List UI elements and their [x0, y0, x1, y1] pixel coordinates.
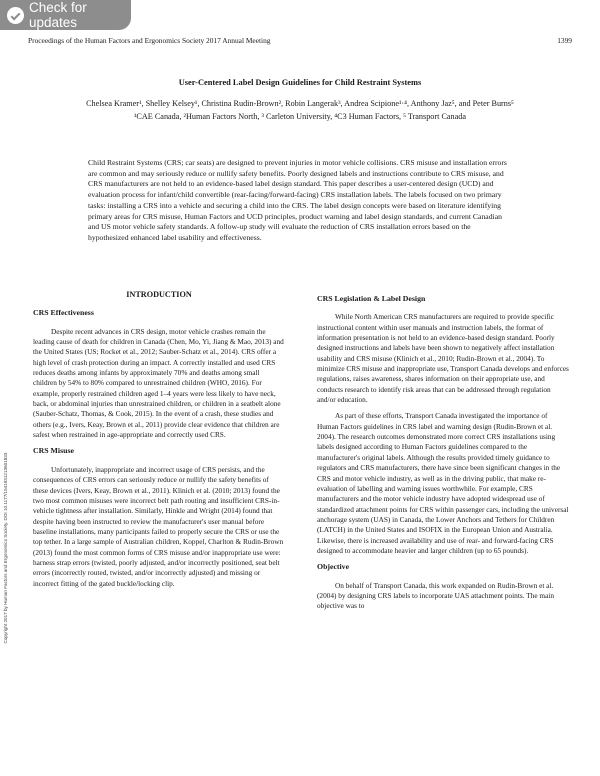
check-for-updates-badge[interactable]: [0, 0, 131, 30]
left-column: [33, 290, 285, 774]
introduction-heading: INTRODUCTION: [126, 290, 192, 299]
page-number: 1399: [557, 36, 572, 45]
objective-paragraph: On behalf of Transport Canada, this work expanded on Rudin-Brown et al. (2004) by designing CRS labels to incorporate UAS attachment points. The main objective was to: [317, 580, 554, 611]
author-block: [84, 98, 516, 123]
copyright-notice: Copyright 2017 by Human Factors and Ergonomics Society. DOI 10.1177/1541931213601833: [3, 452, 8, 644]
objective-heading: Objective: [317, 562, 350, 572]
crs-effectiveness-heading: CRS Effectiveness: [33, 308, 94, 318]
crs-legislation-heading: CRS Legislation & Label Design: [317, 294, 426, 303]
abstract: Child Restraint Systems (CRS; car seats) are designed to prevent injuries in motor vehicle collisions. CRS misuse and installation errors are common and may seriously reduce or nullify safety benefits. Poorly designed labels and instructions contribute to CRS misuse, and CRS manufacturers are not held to an evidence-based label design standard. This paper describes a user-centered design (UCD) and evaluation process for infant/child convertible (rear-facing/forward-facing) CRS installation labels. The labels focused on two primary tasks: installing a CRS into a vehicle and securing a child into the CRS. The label design concepts were based on literature identifying primary areas for CRS misuse, Human Factors and UCD principles, product warning and label design standards, and current Canadian and US motor vehicle safety standards. A follow-up study will evaluate the reduction of CRS installation errors based on the hypothesized enhanced label usability and effectiveness.: [88, 158, 507, 242]
paper-title: User-Centered Label Design Guidelines for Child Restraint Systems: [178, 78, 422, 87]
proceedings-title: Proceedings of the Human Factors and Ergonomics Society 2017 Annual Meeting: [28, 36, 271, 45]
crs-misuse-heading: CRS Misuse: [33, 446, 74, 456]
check-for-updates-label: Check for updates: [29, 0, 87, 30]
crs-legislation-paragraph-1: While North American CRS manufacturers are required to provide specific instructional content within user manuals and instruction labels, the format of information presentation is not held to an evidence-based design standard. Poorly designed instructions and labels have been shown to negatively affect installation usability and CRS misuse (Klinich et al., 2010; Rudin-Brown et al., 2004). To minimize CRS misuse and inappropriate use, Transport Canada develops and enforces regulations, raises awareness, shares information on their appropriate use, and conducts research to identify risk areas that can be addressed through regulation and/or education.: [317, 312, 569, 405]
right-column: [317, 292, 569, 776]
author-names: Chelsea Kramer¹, Shelley Kelsey¹, Christina Rudin-Brown², Robin Langerak³, Andrea Scipione¹·⁴, Anthony Jaz⁵, and Peter Burns⁵: [86, 99, 514, 108]
crs-effectiveness-paragraph: Despite recent advances in CRS design, motor vehicle crashes remain the leading cause of death for children in Canada (Chen, Mo, Yi, Jiang & Mao, 2013) and the United States (US; Rocket et al., 2012; Sauber-Schatz et al., 2014). CRS offer a high level of crash protection during an impact. A correctly installed and used CRS reduces deaths among infants by approximately 70% and deaths among small children by 54% to 80% compared to unrestrained children (WHO, 2016). For example, properly restrained children aged 1–4 years were less likely to have neck, back, or abdominal injuries than unrestrained children, or children in a seatbelt alone (Sauber-Schatz, Thomas, & Cook, 2015). In the event of a crash, these studies and others (e.g., Ivers, Keay, Brown et al., 2011) provide clear evidence that children are safest when restrained in age-appropriate and correctly used CRS.: [33, 326, 284, 440]
crs-misuse-paragraph: Unfortunately, inappropriate and incorrect usage of CRS persists, and the consequences of CRS errors can seriously reduce or nullify the safety benefits of these devices (Ivers, Keay, Brown et al., 2011). Klinich et al. (2010; 2013) found the two most common misuses were incorrect belt path routing and insufficient CRS-in-vehicle tightness after installation. Similarly, Hinkle and Wright (2014) found that despite having been instructed to review the manufacturer's user manual before baseline installations, many participants failed to properly secure the CRS or use the top tether. In a large sample of Australian children, Koppel, Charlton & Rudin-Brown (2013) found the most common forms of CRS misuse and/or inappropriate use were: harness strap errors (twisted, poorly adjusted, and/or incorrectly positioned, seat belt errors (incorrectly routed, twisted, and/or incorrectly adjusted) and missing or incorrect fitting of the gated buckle/locking clip.: [33, 464, 284, 588]
author-affiliations: ¹CAE Canada, ²Human Factors North, ³ Carleton University, ⁴C3 Human Factors, ⁵ Transport Canada: [133, 111, 467, 121]
running-header: [28, 36, 572, 45]
check-icon: [7, 7, 24, 24]
crs-legislation-paragraph-2: As part of these efforts, Transport Canada investigated the importance of Human Factors guidelines in CRS label and warning design (Rudin-Brown et al. 2004). The research outcomes demonstrated more correct CRS installations using labels designed according to Human Factors guidelines compared to the manufacturer's original labels. Although the results provided timely guidance to regulators and CRS manufacturers, there have since been significant changes in the CRS and motor vehicle industry, as well as in the driving public, that make re-evaluation of labelling and warning issues worthwhile. For example, CRS manufacturers and the motor vehicle industry have adopted widespread use of standardized attachment points for CRS within passenger cars, including the universal anchorage system (UAS) in Canada, the Lower Anchors and Tethers for Children (LATCH) in the United States and ISOFIX in the European Union and Australia. Likewise, there is increased availability and use of rear- and forward-facing CRS designed to accommodate heavier and larger children (up to 65 pounds).: [317, 411, 569, 555]
